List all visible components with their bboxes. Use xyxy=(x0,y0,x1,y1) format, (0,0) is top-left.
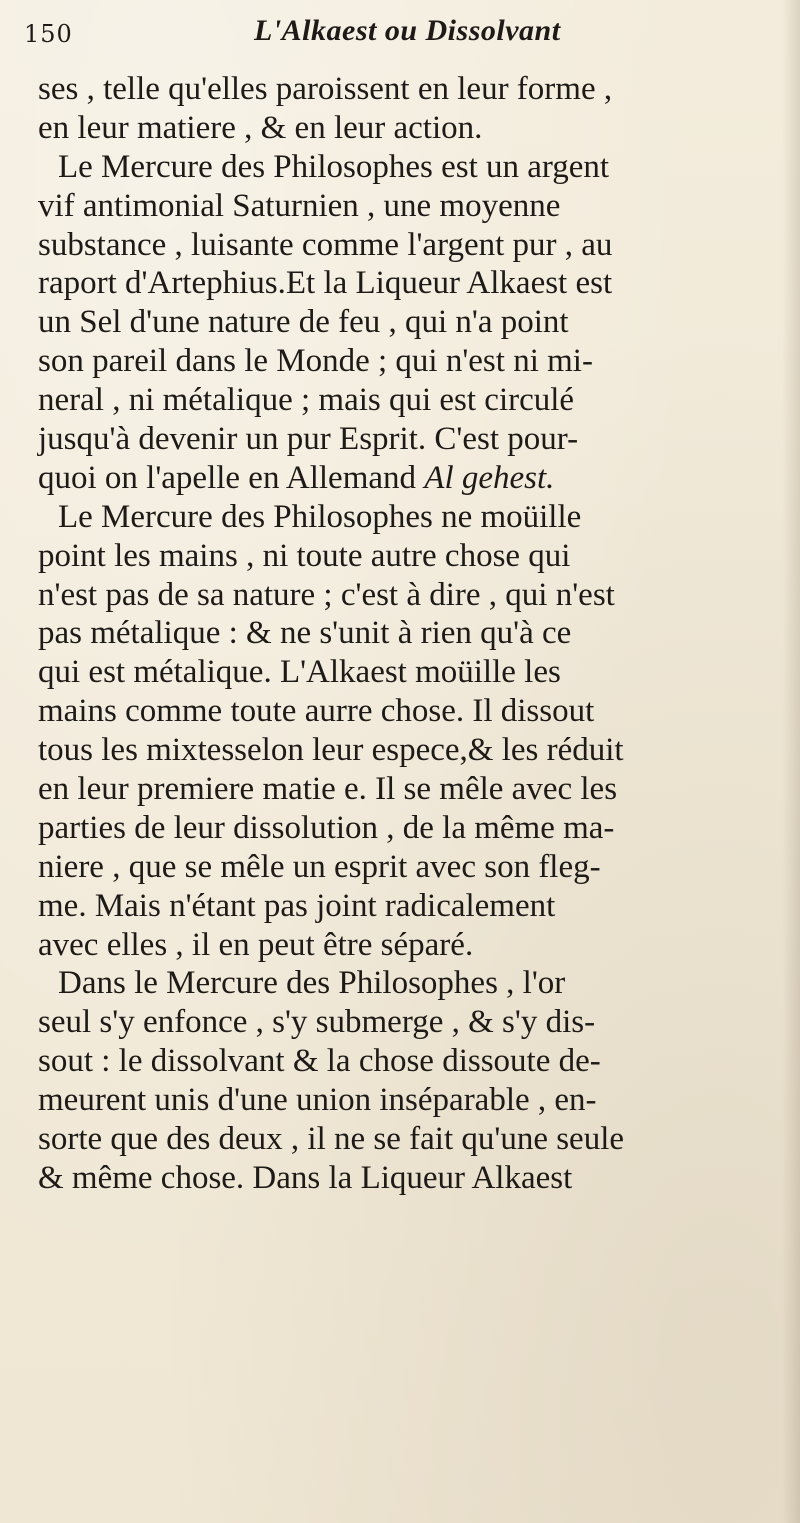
text-line: Le Mercure des Philosophes ne moüille xyxy=(58,498,582,535)
text-line: un Sel d'une nature de feu , qui n'a point xyxy=(38,304,569,341)
text-line: raport d'Artephius.Et la Liqueur Alkaest est xyxy=(38,265,613,302)
page-edge-shadow xyxy=(782,0,800,1523)
italic-phrase: Al gehest. xyxy=(424,459,555,496)
text-line: en leur matiere , & en leur action. xyxy=(38,109,483,146)
text-line: neral , ni métalique ; mais qui est circulé xyxy=(38,382,575,419)
text-line: en leur premiere matie e. Il se mêle avec les xyxy=(38,771,618,808)
text-line: avec elles , il en peut être séparé. xyxy=(38,926,474,963)
text-line: jusqu'à devenir un pur Esprit. C'est pour- xyxy=(38,421,579,458)
body-text xyxy=(38,70,778,1198)
text-line: sout : le dissolvant & la chose dissoute de- xyxy=(38,1043,601,1080)
text-line: tous les mixtesselon leur espece,& les réduit xyxy=(38,732,624,769)
text-line: qui est métalique. L'Alkaest moüille les xyxy=(38,654,561,691)
running-title: L'Alkaest ou Dissolvant xyxy=(254,14,561,47)
text-line: parties de leur dissolution , de la même ma- xyxy=(38,809,615,846)
text-line xyxy=(38,459,778,498)
text-line: me. Mais n'étant pas joint radicalement xyxy=(38,887,556,924)
text-line: niere , que se mêle un esprit avec son fleg- xyxy=(38,848,601,885)
text-line: seul s'y enfonce , s'y submerge , & s'y dis- xyxy=(38,1004,596,1041)
text-line: sorte que des deux , il ne se fait qu'une seule xyxy=(38,1121,625,1158)
page-header xyxy=(24,14,764,58)
text-line: meurent unis d'une union inséparable , en- xyxy=(38,1082,597,1119)
text-line: ses , telle qu'elles paroissent en leur forme , xyxy=(38,71,613,107)
text-line: Dans le Mercure des Philosophes , l'or xyxy=(58,965,566,1002)
text-line: substance , luisante comme l'argent pur , au xyxy=(38,226,613,263)
text-line: pas métalique : & ne s'unit à rien qu'à ce xyxy=(38,615,572,652)
text-line: Le Mercure des Philosophes est un argent xyxy=(58,148,610,185)
text-line: point les mains , ni toute autre chose qui xyxy=(38,537,571,574)
text-line: n'est pas de sa nature ; c'est à dire , qui n'est xyxy=(38,576,615,613)
text-line: vif antimonial Saturnien , une moyenne xyxy=(38,187,561,224)
text-line: & même chose. Dans la Liqueur Alkaest xyxy=(38,1159,573,1196)
page-number: 150 xyxy=(24,20,73,48)
text-line: son pareil dans le Monde ; qui n'est ni mi- xyxy=(38,343,593,380)
text-line-start: quoi on l'apelle en Allemand xyxy=(38,459,425,496)
text-line: mains comme toute aurre chose. Il dissout xyxy=(38,693,595,730)
